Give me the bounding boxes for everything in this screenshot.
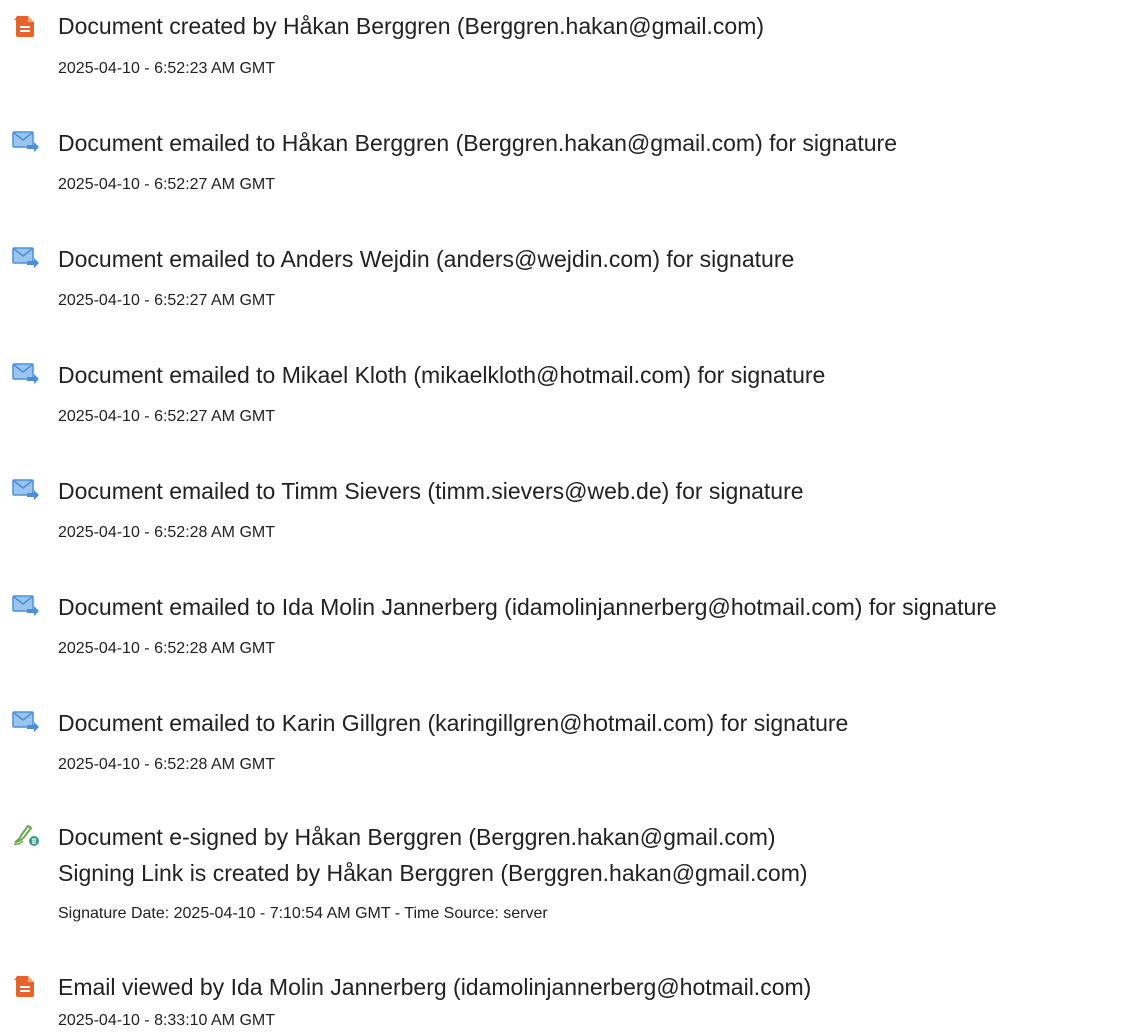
document-created-icon xyxy=(12,12,40,38)
document-viewed-icon xyxy=(12,972,40,998)
event-timestamp: 2025-04-10 - 6:52:27 AM GMT xyxy=(58,292,275,309)
event-title: Document emailed to Karin Gillgren (karingillgren@hotmail.com) for signature xyxy=(58,710,849,736)
event-title: Document emailed to Håkan Berggren (Berggren.hakan@gmail.com) for signature xyxy=(58,130,897,156)
event-title: Document created by Håkan Berggren (Berggren.hakan@gmail.com) xyxy=(58,13,765,39)
event-title: Document e-signed by Håkan Berggren (Berggren.hakan@gmail.com) xyxy=(58,824,776,850)
email-sent-icon xyxy=(12,360,40,386)
event-timestamp: Signature Date: 2025-04-10 - 7:10:54 AM GMT - Time Source: server xyxy=(58,905,548,922)
event-title: Document emailed to Timm Sievers (timm.sievers@web.de) for signature xyxy=(58,478,804,504)
event-timestamp: 2025-04-10 - 6:52:27 AM GMT xyxy=(58,176,275,193)
email-sent-icon xyxy=(12,708,40,734)
event-timestamp: 2025-04-10 - 8:33:10 AM GMT xyxy=(58,1012,275,1029)
event-timestamp: 2025-04-10 - 6:52:28 AM GMT xyxy=(58,756,275,773)
event-timestamp: 2025-04-10 - 6:52:28 AM GMT xyxy=(58,640,275,657)
event-timestamp: 2025-04-10 - 6:52:23 AM GMT xyxy=(58,60,275,77)
email-sent-icon xyxy=(12,128,40,154)
event-title: Document emailed to Mikael Kloth (mikaelkloth@hotmail.com) for signature xyxy=(58,362,826,388)
event-title: Document emailed to Anders Wejdin (anders@wejdin.com) for signature xyxy=(58,246,795,272)
event-timestamp: 2025-04-10 - 6:52:28 AM GMT xyxy=(58,524,275,541)
email-sent-icon xyxy=(12,476,40,502)
event-subtitle: Signing Link is created by Håkan Berggren (Berggren.hakan@gmail.com) xyxy=(58,860,808,886)
event-title: Document emailed to Ida Molin Jannerberg (idamolinjannerberg@hotmail.com) for signature xyxy=(58,594,997,620)
event-timestamp: 2025-04-10 - 6:52:27 AM GMT xyxy=(58,408,275,425)
email-sent-icon xyxy=(12,244,40,270)
e-sign-icon xyxy=(12,822,40,848)
event-title: Email viewed by Ida Molin Jannerberg (idamolinjannerberg@hotmail.com) xyxy=(58,974,812,1000)
email-sent-icon xyxy=(12,592,40,618)
